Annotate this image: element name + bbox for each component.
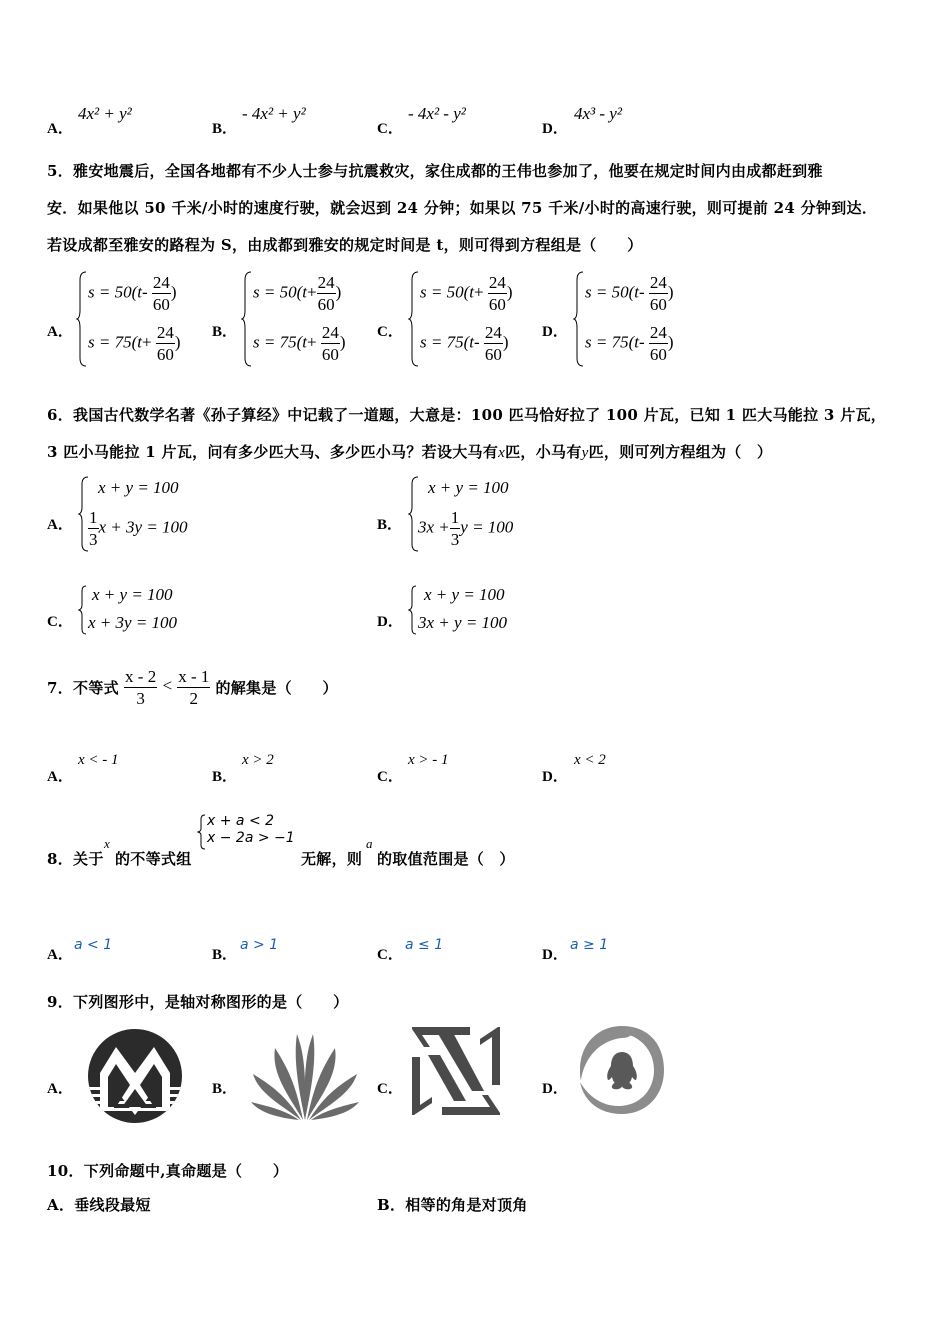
q8-mid: 的不等式组 — [115, 850, 192, 868]
q7-option-a-label: A． — [47, 769, 73, 785]
q6-option-c-eq-1: x + y = 100 — [92, 585, 173, 604]
q6-option-d-eq-1: x + y = 100 — [424, 585, 505, 604]
q7-suffix: 的解集是（ ） — [215, 679, 338, 697]
q7-inequality: $\frac{x - 2}{3}$ < $\frac{x - 1}{2}$ — [125, 667, 210, 708]
q8-option-a-expr: a < 1 — [74, 937, 113, 953]
q9-option-a-label: A． — [47, 1081, 73, 1097]
q8-var-x: x — [104, 836, 110, 851]
q6-option-a-eq-2: $\frac{1}{3}$ x + 3y = 100 — [89, 508, 188, 549]
q8-option-d-expr: a ≥ 1 — [570, 937, 609, 953]
q8-option-b-label: B． — [212, 947, 238, 963]
q5-option-a-brace — [76, 270, 88, 368]
q6-option-b-eq-2: 3x + $\frac{1}{3}$ y = 100 — [418, 508, 514, 549]
q7-stem — [47, 668, 338, 707]
q5-option-b-label: B． — [212, 324, 238, 340]
q4-option-d-expr: 4x³ - y² — [574, 104, 622, 123]
q5-option-d-eq-2: s = 75(t- $\frac{24}{60}$ ) — [585, 323, 674, 364]
q7-option-b-label: B． — [212, 769, 238, 785]
q8-brace — [197, 814, 207, 850]
q6-line-1: 6．我国古代数学名著《孙子算经》中记载了一道题，大意是：100 匹马恰好拉了 100 片瓦，已知 1 匹大马能拉 3 片瓦， — [47, 406, 887, 424]
q4-option-b-label: B． — [212, 121, 238, 137]
q10-option-a: A．垂线段最短 — [47, 1196, 151, 1214]
q8-inequality-2: x − 2a > −1 — [207, 830, 295, 846]
q5-option-b-brace — [241, 270, 253, 368]
q6-option-c-brace — [78, 584, 88, 636]
q9-option-d-penguin-logo-icon — [578, 1022, 666, 1118]
q8-system — [207, 813, 295, 847]
q5-option-c-eq-1: s = 50(t+ $\frac{24}{60}$ ) — [420, 273, 513, 314]
q5-option-a-eq-2: s = 75(t+ $\frac{24}{60}$ ) — [88, 323, 181, 364]
q6-option-d-brace — [408, 584, 418, 636]
q5-option-d-brace — [573, 270, 585, 368]
q5-option-c-label: C． — [377, 324, 403, 340]
q6-option-b-label: B． — [377, 517, 403, 533]
q8-suffix: 的取值范围是（ ） — [377, 850, 515, 868]
q5-option-c-brace — [408, 270, 420, 368]
q5-option-a-eq-1: s = 50(t- $\frac{24}{60}$ ) — [88, 273, 177, 314]
q5-option-d-label: D． — [542, 324, 568, 340]
q4-option-b-expr: - 4x² + y² — [242, 104, 306, 123]
q9-option-c-label: C． — [377, 1081, 403, 1097]
q6-option-d-label: D． — [377, 614, 403, 630]
q6-option-c-eq-2: x + 3y = 100 — [88, 613, 178, 632]
q5-option-c-eq-2: s = 75(t- $\frac{24}{60}$ ) — [420, 323, 509, 364]
q8-mid2: 无解，则 — [301, 850, 363, 868]
q5-line-3: 若设成都至雅安的路程为 S，由成都到雅安的规定时间是 t，则可得到方程组是（ ） — [47, 236, 643, 254]
q8-option-c-label: C． — [377, 947, 403, 963]
q10-stem: 10．下列命题中,真命题是（ ） — [47, 1162, 289, 1180]
q8-prefix: 8．关于 — [47, 850, 104, 868]
q6-option-c-label: C． — [47, 614, 73, 630]
q7-option-a-expr: x < - 1 — [78, 752, 119, 768]
q4-option-c-label: C． — [377, 121, 403, 137]
q6-option-a-label: A． — [47, 517, 73, 533]
q7-option-d-label: D． — [542, 769, 568, 785]
q9-option-b-label: B． — [212, 1081, 238, 1097]
q9-option-d-label: D． — [542, 1081, 568, 1097]
q6-option-a-eq-1: x + y = 100 — [98, 478, 179, 497]
q7-option-b-expr: x > 2 — [242, 752, 274, 768]
q5-option-a-label: A． — [47, 324, 73, 340]
q8-option-a-label: A． — [47, 947, 73, 963]
q4-option-c-expr: - 4x² - y² — [408, 104, 466, 123]
q7-option-c-label: C． — [377, 769, 403, 785]
q10-option-b: B．相等的角是对顶角 — [377, 1196, 528, 1214]
q7-prefix: 7．不等式 — [47, 679, 119, 697]
q9-option-a-metro-logo-icon — [86, 1027, 184, 1125]
q8-option-d-label: D． — [542, 947, 568, 963]
q8-inequality-1: x + a < 2 — [207, 813, 275, 829]
q4-option-a-expr: 4x² + y² — [78, 104, 132, 123]
q4-option-d-label: D． — [542, 121, 568, 137]
q5-option-d-eq-1: s = 50(t- $\frac{24}{60}$ ) — [585, 273, 674, 314]
q7-option-d-expr: x < 2 — [574, 752, 606, 768]
q8-option-b-expr: a > 1 — [240, 937, 279, 953]
q5-option-b-eq-2: s = 75(t+ $\frac{24}{60}$ ) — [253, 323, 346, 364]
q6-line-2: 3 匹小马能拉 1 片瓦，问有多少匹大马、多少匹小马？若设大马有x匹，小马有y匹，则可列方程组为（ ） — [47, 443, 773, 461]
q6-option-b-eq-1: x + y = 100 — [428, 478, 509, 497]
q9-option-b-petal-logo-icon — [249, 1030, 361, 1122]
q5-line-2: 安．如果他以 50 千米/小时的速度行驶，就会迟到 24 分钟；如果以 75 千米/小时的高速行驶，则可提前 24 分钟到达． — [47, 199, 878, 217]
q9-stem: 9．下列图形中，是轴对称图形的是（ ） — [47, 993, 349, 1011]
q8-var-a: a — [366, 836, 373, 851]
q9-option-c-square-pinwheel-icon — [410, 1025, 502, 1117]
q6-option-d-eq-2: 3x + y = 100 — [418, 613, 508, 632]
q5-line-1: 5．雅安地震后，全国各地都有不少人士参与抗震救灾，家住成都的王伟也参加了，他要在规定时间内由成都赶到雅 — [47, 162, 823, 180]
q8-option-c-expr: a ≤ 1 — [405, 937, 444, 953]
q4-option-a-label: A． — [47, 121, 73, 137]
q5-option-b-eq-1: s = 50(t+ $\frac{24}{60}$ ) — [253, 273, 342, 314]
q7-option-c-expr: x > - 1 — [408, 752, 449, 768]
